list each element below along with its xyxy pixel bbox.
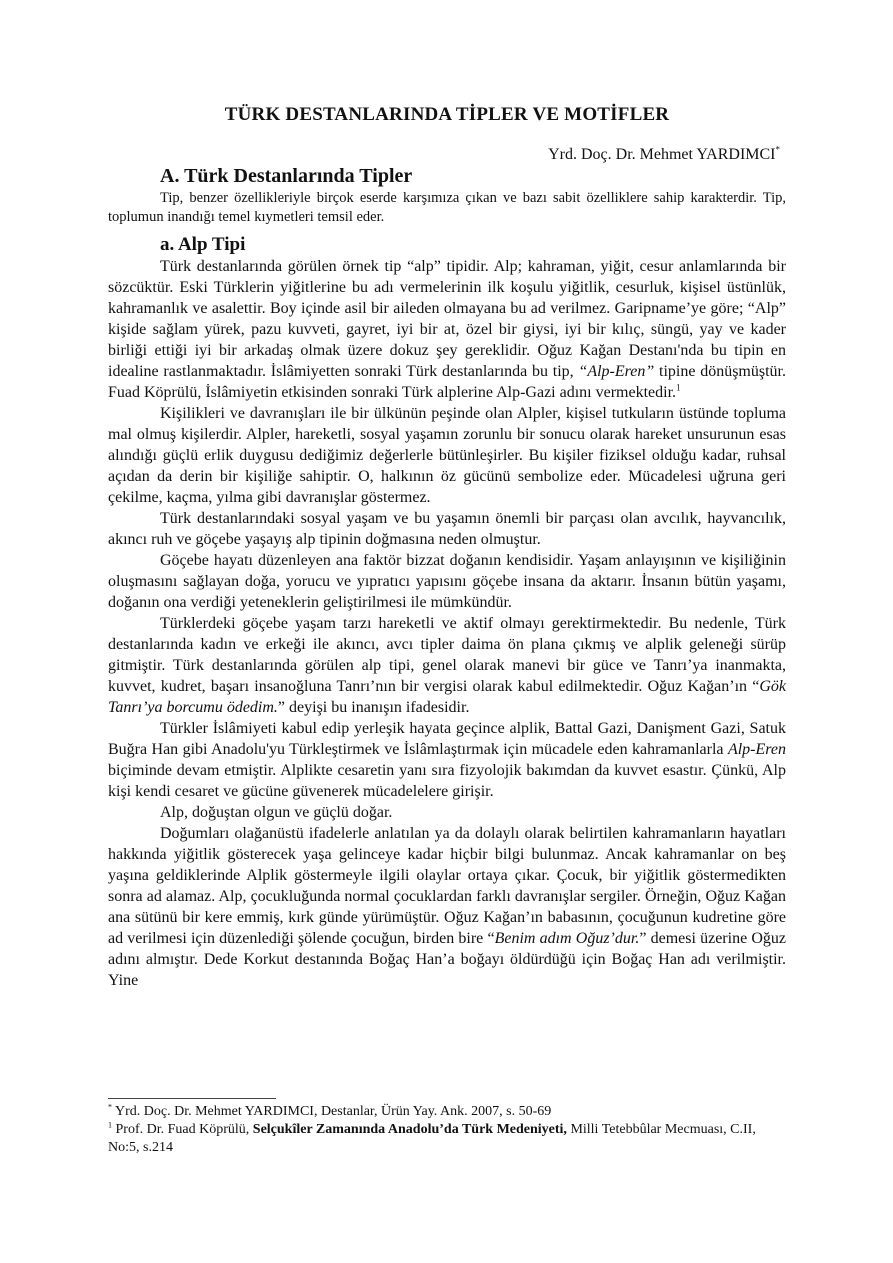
paragraph-6-italic: Alp-Eren bbox=[727, 741, 786, 758]
footnotes bbox=[108, 1103, 786, 1157]
footnote-1-text: Yrd. Doç. Dr. Mehmet YARDIMCI, Destanlar, Ürün Yay. Ank. 2007, s. 50-69 bbox=[112, 1104, 552, 1119]
paragraph-1 bbox=[108, 256, 786, 403]
paragraph-7: Alp, doğuştan olgun ve güçlü doğar. bbox=[160, 804, 393, 821]
footnote-2 bbox=[108, 1121, 786, 1157]
paragraph-5-text: Türklerdeki göçebe yaşam tarzı hareketli ve aktif olmayı gerektirmektedir. Bu nedenle, Türk destanlarında kadın ve erkeği ile akıncı, avcı tipler daima ön plana çıkmış ve alplik geleneği sürüp gitmiştir. Türk destanlarında görülen alp tipi, genel olarak manevi bir güce ve Tanrı’ya inanmakta, kuvvet, kudret, başarı insanoğluna Tanrı’nın bir vergisi olarak kabul edilmektedir. Oğuz Kağan’ın “ bbox=[108, 615, 786, 695]
paragraph-6-text2: biçiminde devam etmiştir. Alplikte cesaretin yanı sıra fizyolojik bakımdan da kuvvet esastır. Çünkü, Alp kişi kendi cesaret ve gücüne güvenerek mücadelelere girişir. bbox=[108, 762, 786, 800]
author-footnote-mark[interactable]: * bbox=[775, 144, 780, 155]
paragraph-3: Türk destanlarındaki sosyal yaşam ve bu yaşamın önemli bir parçası olan avcılık, hayvancılık, akıncı ruh ve göçebe yaşayış alp tipinin doğmasına neden olmuştur. bbox=[108, 510, 786, 548]
paragraph-5-italic: Gök Tanrı’ya borcumu ödedim. bbox=[108, 678, 786, 716]
document-page bbox=[108, 104, 786, 991]
paragraph-1-italic: “Alp-Eren” bbox=[578, 363, 655, 380]
intro-paragraph: Tip, benzer özellikleriyle birçok eserde karşımıza çıkan ve bazı sabit özelliklere sahip karakterdir. Tip, toplumun inandığı temel kıymetleri temsil eder. bbox=[108, 190, 786, 225]
footnote-2-bold-title: Selçukîler Zamanında Anadolu’da Türk Medeniyeti, bbox=[252, 1122, 567, 1137]
paragraph-8-italic: Benim adım Oğuz’dur. bbox=[494, 930, 640, 947]
section-heading: A. Türk Destanlarında Tipler bbox=[160, 165, 413, 187]
footnote-separator bbox=[108, 1098, 276, 1099]
paragraph-8 bbox=[108, 823, 786, 991]
footnote-2-pre: Prof. Dr. Fuad Köprülü, bbox=[112, 1122, 253, 1137]
footnote-1 bbox=[108, 1103, 786, 1121]
footnote-1-mark: * bbox=[108, 1102, 112, 1112]
paragraph-8-text2: ” demesi üzerine Oğuz adını almıştır. Dede Korkut destanında Boğaç Han’a boğayı öldürdüğü için Boğaç Han adı verilmiştir. Yine bbox=[108, 930, 787, 989]
author-name: Yrd. Doç. Dr. Mehmet YARDIMCI bbox=[548, 146, 776, 163]
paragraph-1-text2: tipine dönüşmüştür. Fuad Köprülü, İslâmiyetin etkisinden sonraki Türk alplerine Alp-Gazi adını vermektedir. bbox=[108, 363, 786, 401]
paragraph-1-text: Türk destanlarında görülen örnek tip “alp” tipidir. Alp; kahraman, yiğit, cesur anlamlarında bir sözcüktür. Eski Türklerin yiğitlerine bu adı vermelerinin ilk koşulu yiğitlik, cesurluk, kişisel üstünlük, kahramanlık ve asalettir. Boy içinde asil bir aileden olmayana bu ad verilmez. Garipname’ye göre; “Alp” kişide sağlam yürek, pazu kuvveti, gayret, iyi bir at, özel bir giysi, iyi bir kılıç, süngü, yay ve kader birliği ettiği iyi bir arkadaş olmak üzere dokuz şey gereklidir. Oğuz Kağan Destanı'nda bu tipin en idealine rastlanmaktadır. İslâmiyetten sonraki Türk destanlarında bu tip, bbox=[108, 258, 786, 380]
paragraph-8-text: Doğumları olağanüstü ifadelerle anlatılan ya da dolaylı olarak belirtilen kahramanların hayatları hakkında yiğitlik gösterecek yaşa gelinceye kadar hiçbir bilgi bulunmaz. Ancak kahramanlar on beş yaşına geldiklerinde Alplik göstermeyle ilgili olaylar ortaya çıkar. Çocuk, bir yiğitlik göstermedikten sonra ad alamaz. Alp, çocukluğunda normal çocuklardan farklı davranışlar sergiler. Örneğin, Oğuz Kağan ana sütünü bir kere emmiş, kırk günde yürümüştür. Oğuz Kağan’ın babasının, çocuğunun kudretine göre ad verilmesi için düzenlediği şölende çocuğun, birden bire “ bbox=[108, 825, 786, 947]
paragraph-2: Kişilikleri ve davranışları ile bir ülkünün peşinde olan Alpler, kişisel tutkuların üstünde topluma mal olmuş kişilerdir. Alpler, hareketli, sosyal yaşamın zorunlu bir sonucu olarak hareket unsurunun esas alındığı güçlü erlik duygusu dediğimiz değerlerle bütünleşirler. Bu kişiler fiziksel olduğu kadar, ruhsal açıdan da derin bir kişiliğe sahiptir. O, halkının öz gücünü sembolize eder. Mücadelesi uğruna geri çekilme, kaçma, yılma gibi davranışlar göstermez. bbox=[108, 405, 786, 506]
subsection-heading: a. Alp Tipi bbox=[160, 234, 246, 255]
paragraph-6 bbox=[108, 718, 786, 802]
footnote-2-post: Milli Tetebbûlar Mecmuası, C.II, No:5, s.214 bbox=[108, 1122, 756, 1155]
paragraph-5-text2: ” deyişi bu inanışın ifadesidir. bbox=[277, 699, 470, 716]
paragraph-5 bbox=[108, 613, 786, 718]
author-line bbox=[108, 146, 786, 164]
footnote-ref-1[interactable]: 1 bbox=[676, 382, 681, 393]
paragraph-6-text: Türkler İslâmiyeti kabul edip yerleşik hayata geçince alplik, Battal Gazi, Danişment Gazi, Satuk Buğra Han gibi Anadolu'yu Türkleştirmek ve İslâmlaştırmak için mücadele eden kahramanlarla bbox=[108, 720, 786, 758]
document-title: TÜRK DESTANLARINDA TİPLER VE MOTİFLER bbox=[224, 104, 670, 125]
paragraph-4: Göçebe hayatı düzenleyen ana faktör bizzat doğanın kendisidir. Yaşam anlayışının ve kişiliğinin oluşmasını sağlayan doğa, yorucu ve yıpratıcı yapısını göçebe insana da aktarır. İnsanın bütün yaşamı, doğanın ona verdiği yeteneklerin geliştirilmesi ile mümkündür. bbox=[108, 552, 786, 611]
footnote-2-mark: 1 bbox=[108, 1120, 112, 1130]
